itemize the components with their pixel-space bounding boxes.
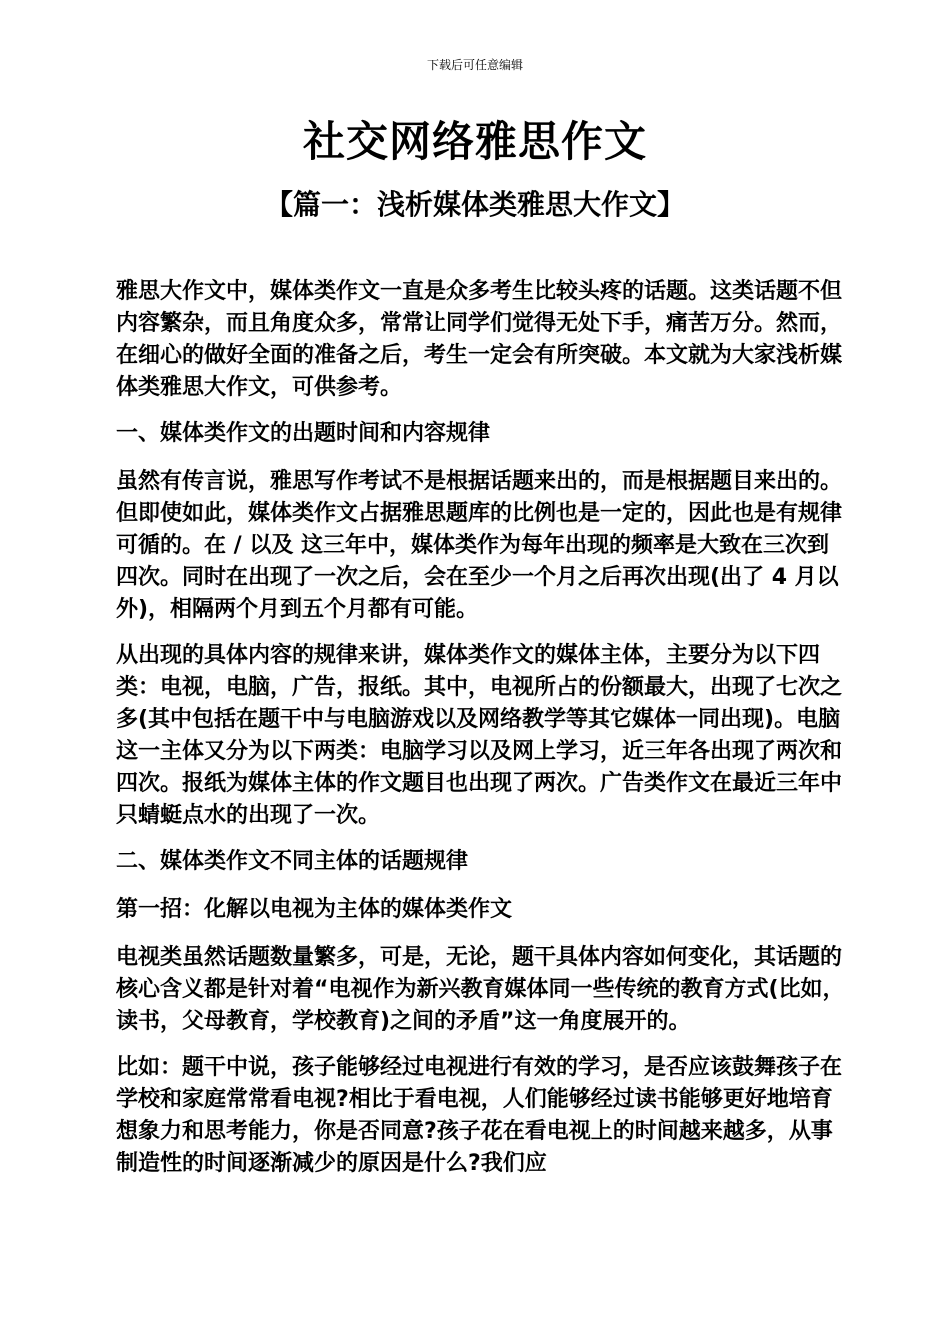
- document-title: 社交网络雅思作文: [302, 117, 647, 166]
- document-body: [116, 276, 846, 1194]
- section-heading-1: 一、媒体类作文的出题时间和内容规律: [116, 421, 491, 446]
- subsection-heading: 第一招：化解以电视为主体的媒体类作文: [116, 897, 513, 922]
- document-subtitle: 【篇一：浅析媒体类雅思大作文】: [264, 188, 685, 221]
- paragraph-intro: 雅思大作文中，媒体类作文一直是众多考生比较头疼的话题。这类话题不但内容繁杂，而且角度众多，常常让同学们觉得无处下手，痛苦万分。然而，在细心的做好全面的准备之后，考生一定会有所突破。本文就为大家浅析媒体类雅思大作文，可供参考。: [116, 279, 843, 400]
- header-note: 下载后可任意编辑: [426, 58, 523, 72]
- paragraph: 从出现的具体内容的规律来讲，媒体类作文的媒体主体，主要分为以下四类：电视，电脑，广告，报纸。其中，电视所占的份额最大，出现了七次之多(其中包括在题干中与电脑游戏以及网络教学等其它媒体一同出现)。电脑这一主体又分为以下两类：电脑学习以及网上学习，近三年各出现了两次和四次。报纸为媒体主体的作文题目也出现了两次。广告类作文在最近三年中只蜻蜓点水的出现了一次。: [116, 643, 843, 828]
- paragraph: 比如：题干中说，孩子能够经过电视进行有效的学习，是否应该鼓舞孩子在学校和家庭常常看电视?相比于看电视，人们能够经过读书能够更好地培育想象力和思考能力，你是否同意?孩子花在看电视上的时间越来越多，从事制造性的时间逐渐减少的原因是什么?我们应: [116, 1055, 843, 1176]
- paragraph: 虽然有传言说，雅思写作考试不是根据话题来出的，而是根据题目来出的。但即使如此，媒体类作文占据雅思题库的比例也是一定的，因此也是有规律可循的。在 / 以及 这三年中，媒体类作为每年出现的频率是大致在三次到四次。同时在出现了一次之后，会在至少一个月之后再次出现(出了 4 月以外)，相隔两个月到五个月都有可能。: [116, 469, 843, 622]
- section-heading-2: 二、媒体类作文不同主体的话题规律: [116, 849, 469, 874]
- paragraph: 电视类虽然话题数量繁多，可是，无论，题干具体内容如何变化，其话题的核心含义都是针对着“电视作为新兴教育媒体同一些传统的教育方式(比如，读书，父母教育，学校教育)之间的矛盾”这一角度展开的。: [116, 945, 845, 1034]
